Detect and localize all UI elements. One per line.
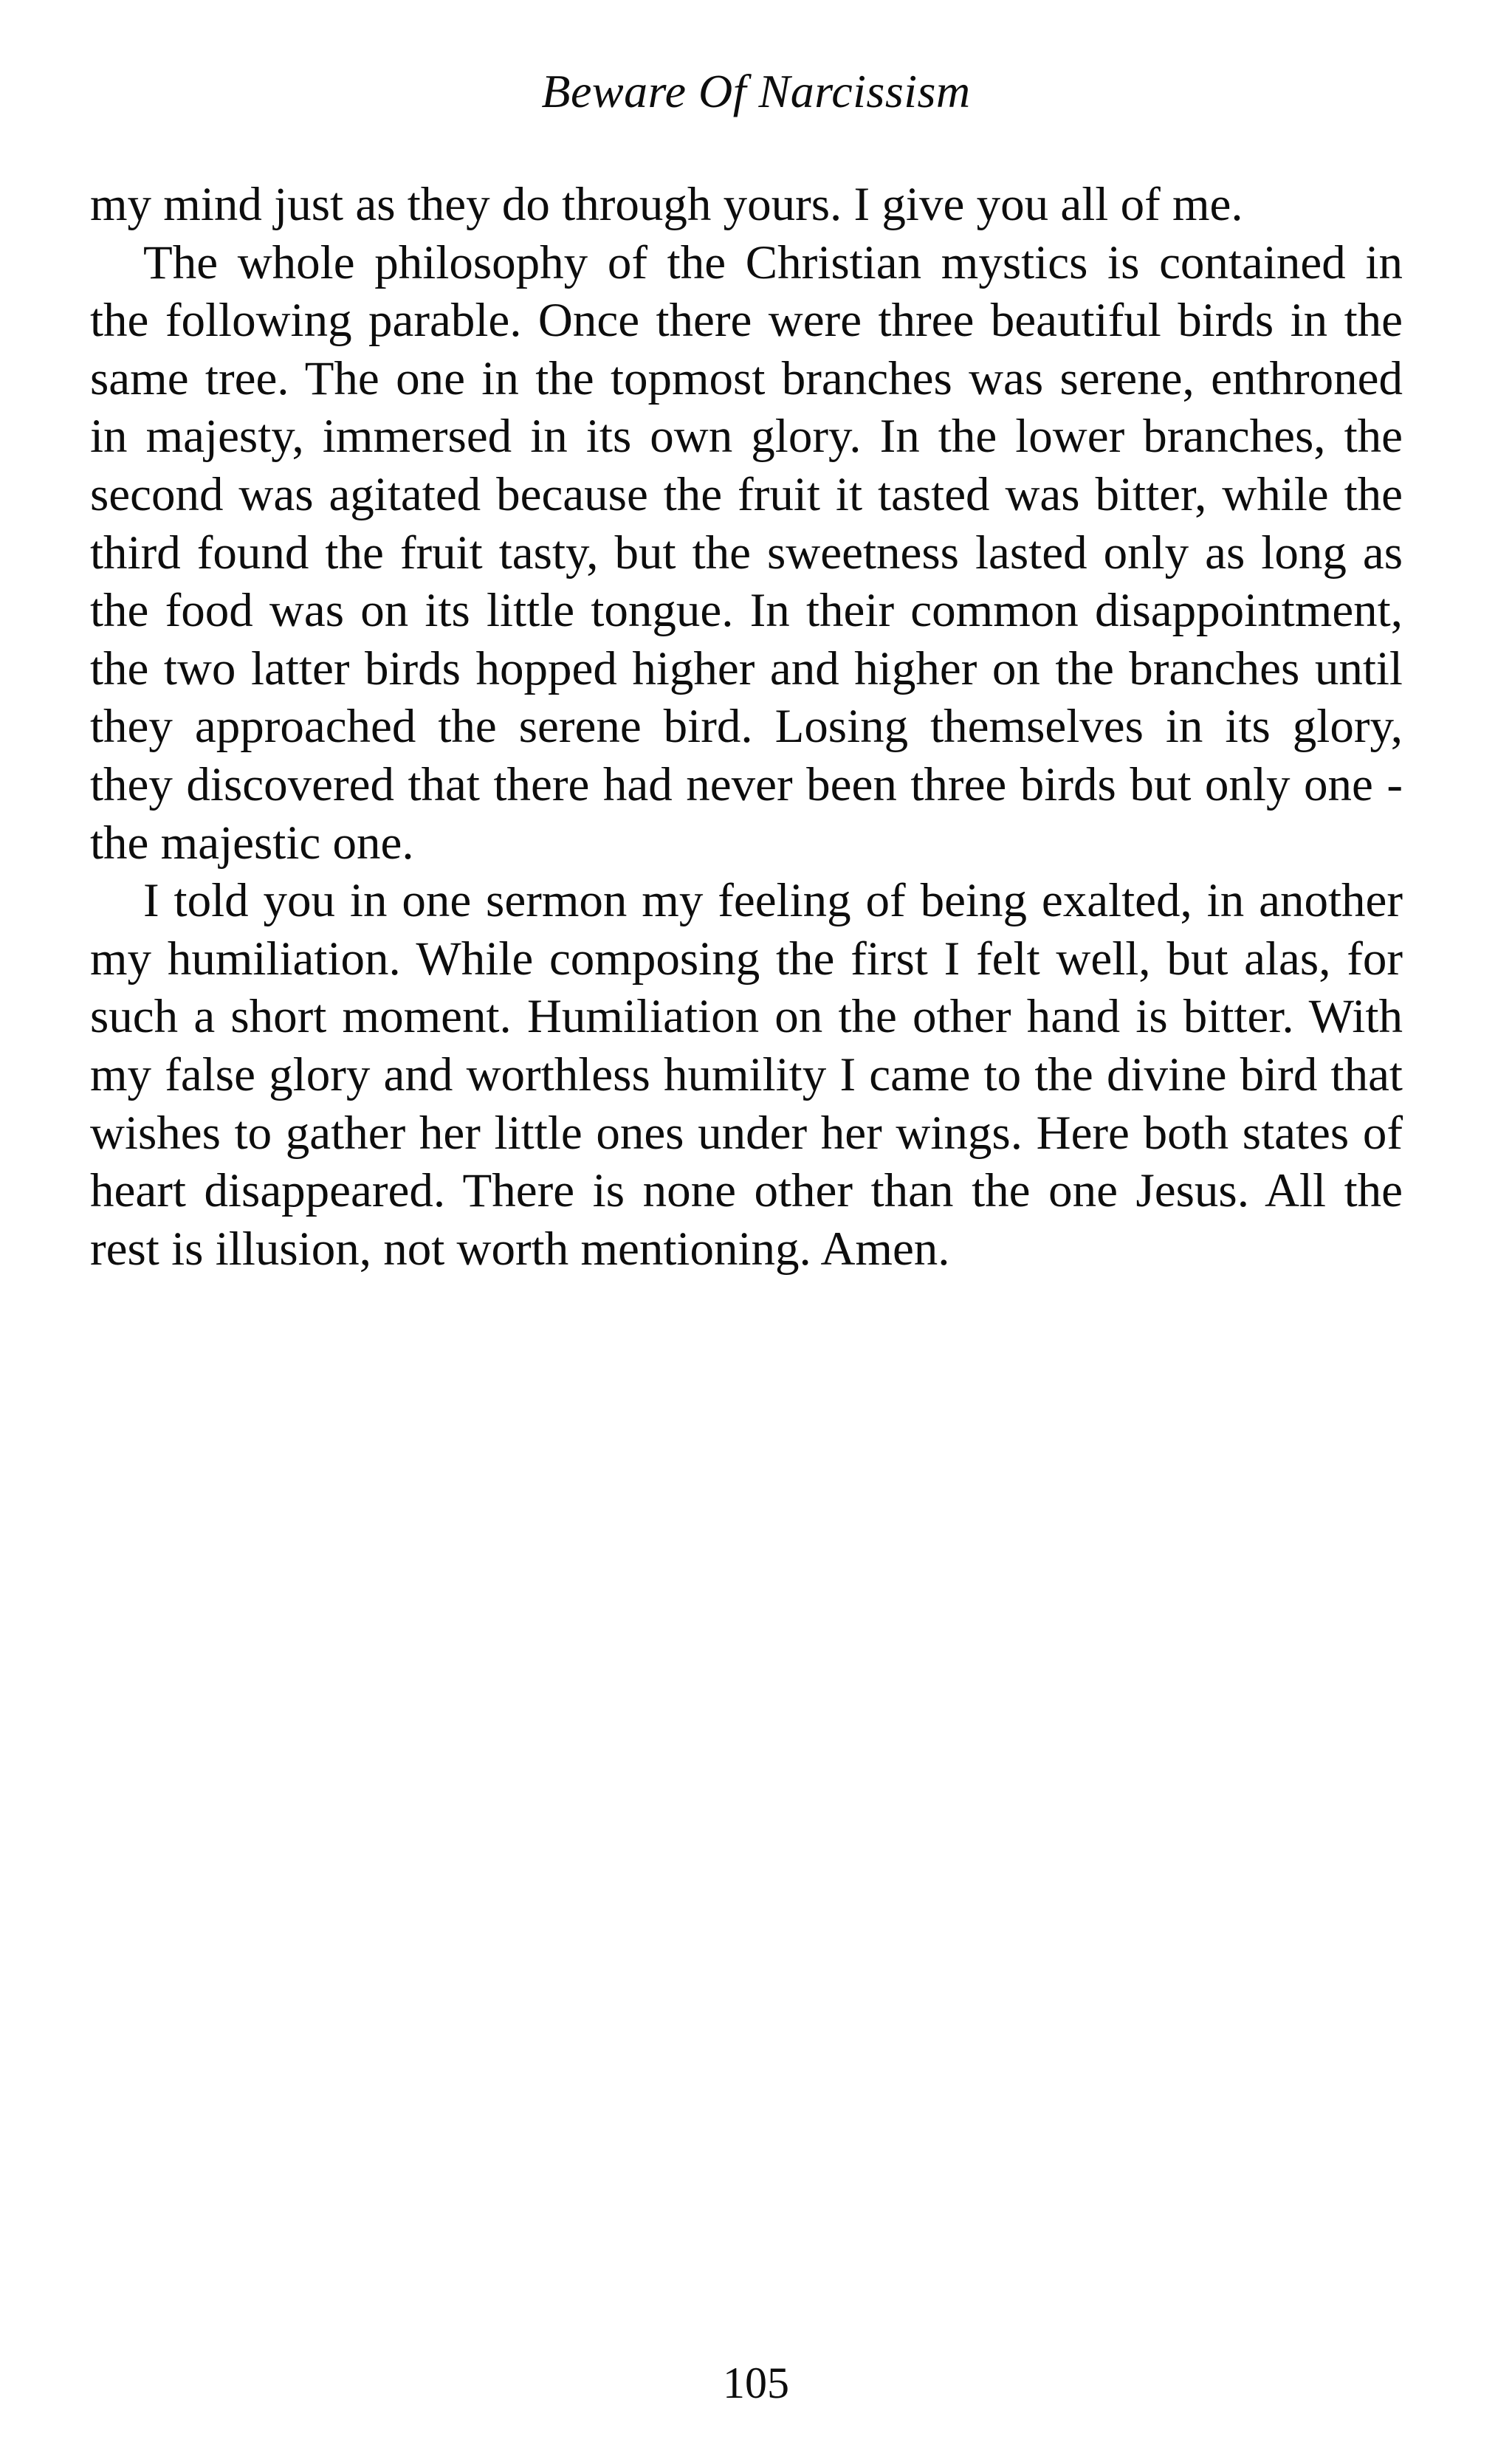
paragraph-sermon: I told you in one sermon my feeling of being exalted, in another my humiliation. While composing the first I felt well, but alas, for such a short moment. Humiliation on the other hand is bitter. With my false glory and worthless humility I came to the divine bird that wishes to gather her little ones under her wings. Here both states of heart disappeared. There is none other than the one Jesus. All the rest is illusion, not worth mentioning. Amen. <box>90 874 1403 1276</box>
paragraph-parable: The whole philosophy of the Christian mystics is contained in the following parable. Once there were three beautiful birds in the same tree. The one in the topmost branches was serene, enthroned in majesty, immersed in its own glory. In the lower branches, the second was agitated because the fruit it tasted was bitter, while the third found the fruit tasty, but the sweetness lasted only as long as the food was on its little tongue. In their common disappointment, the two latter birds hopped higher and higher on the branches until they approached the serene bird. Losing themselves in its glory, they discovered that there had never been three birds but only one - the majestic one. <box>90 235 1403 870</box>
page-number: 105 <box>723 2359 789 2407</box>
running-head-title: Beware Of Narcissism <box>541 65 971 117</box>
body-text <box>90 176 1403 1278</box>
paragraph-continuation: my mind just as they do through yours. I give you all of me. <box>90 178 1243 231</box>
